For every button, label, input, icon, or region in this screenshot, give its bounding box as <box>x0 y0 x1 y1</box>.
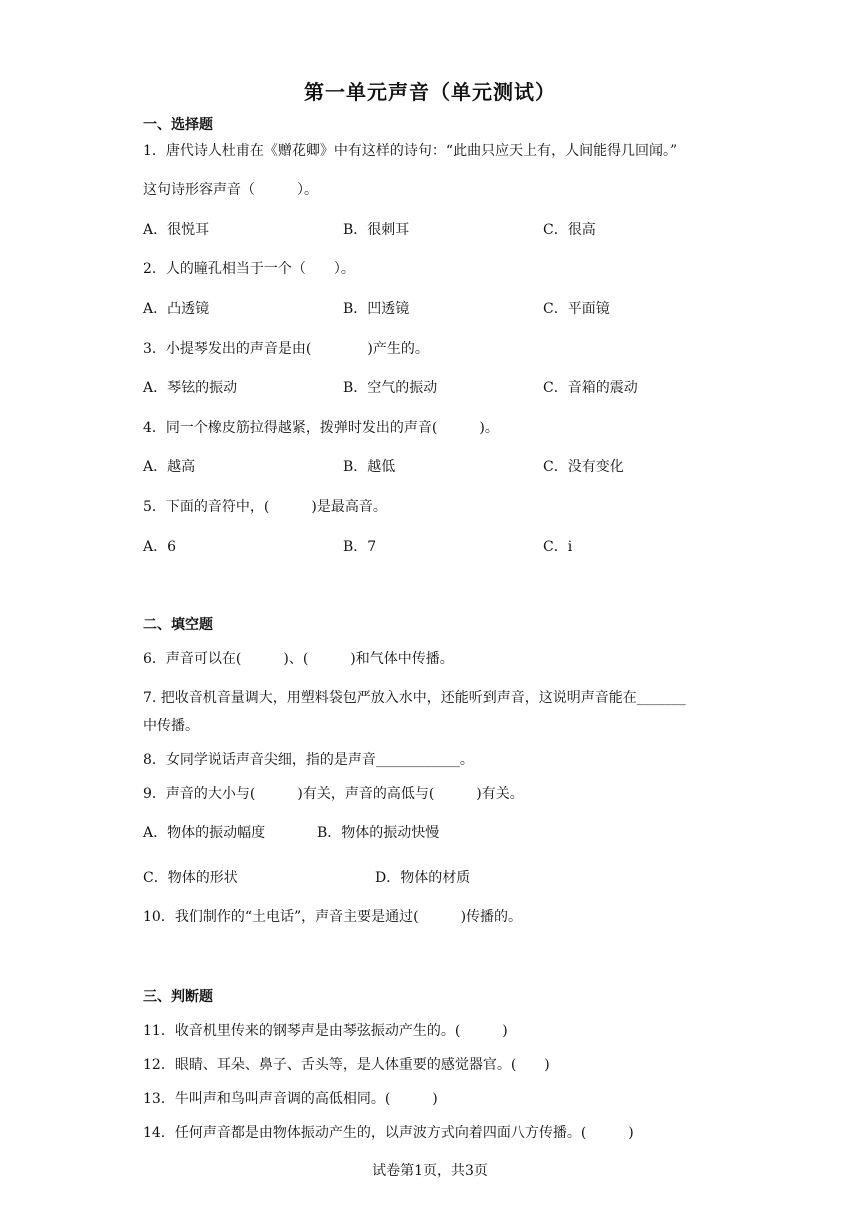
question-2: 2．人的瞳孔相当于一个（ ）。 <box>143 261 355 277</box>
question-6: 6．声音可以在( )、( )和气体中传播。 <box>143 651 454 667</box>
q2-option-b: B．凹透镜 <box>343 301 410 317</box>
section-heading-fill: 二、填空题 <box>143 617 213 633</box>
q9-option-a: A．物体的振动幅度 <box>143 825 266 841</box>
q2-option-a: A．凸透镜 <box>143 301 210 317</box>
q3-option-b: B．空气的振动 <box>343 380 438 396</box>
question-13: 13．牛叫声和鸟叫声音调的高低相同。( ) <box>143 1091 438 1107</box>
section-heading-judge: 三、判断题 <box>143 989 213 1005</box>
question-12: 12．眼睛、耳朵、鼻子、舌头等，是人体重要的感觉器官。( ) <box>143 1057 550 1073</box>
question-7-line2: 中传播。 <box>143 718 199 734</box>
q4-option-a: A．越高 <box>143 459 196 475</box>
page-footer: 试卷第1页，共3页 <box>372 1163 488 1179</box>
question-4: 4．同一个橡皮筋拉得越紧，拨弹时发出的声音( )。 <box>143 420 499 436</box>
question-9: 9．声音的大小与( )有关，声音的高低与( )有关。 <box>143 786 524 802</box>
section-heading-choice: 一、选择题 <box>143 117 213 133</box>
q5-option-b: B．7 <box>343 539 377 555</box>
question-14: 14．任何声音都是由物体振动产生的，以声波方式向着四面八方传播。( ) <box>143 1125 634 1141</box>
q1-option-b: B．很刺耳 <box>343 222 410 238</box>
question-8: 8．女同学说话声音尖细，指的是声音____________。 <box>143 752 474 768</box>
q3-option-c: C．音箱的震动 <box>543 380 638 396</box>
question-10: 10．我们制作的“土电话”，声音主要是通过( )传播的。 <box>143 909 523 925</box>
q1-option-c: C．很高 <box>543 222 596 238</box>
q3-option-a: A．琴铉的振动 <box>143 380 238 396</box>
question-1-line1: 1．唐代诗人杜甫在《赠花卿》中有这样的诗句：“此曲只应天上有，人间能得几回闻。” <box>143 143 678 159</box>
q9-option-c: C．物体的形状 <box>143 870 238 886</box>
q2-option-c: C．平面镜 <box>543 301 610 317</box>
q9-option-b: B．物体的振动快慢 <box>317 825 440 841</box>
question-11: 11．收音机里传来的钢琴声是由琴弦振动产生的。( ) <box>143 1023 508 1039</box>
q4-option-c: C．没有变化 <box>543 459 624 475</box>
q9-option-d: D．物体的材质 <box>375 870 471 886</box>
page-title: 第一单元声音（单元测试） <box>304 80 556 104</box>
question-3: 3．小提琴发出的声音是由( )产生的。 <box>143 341 429 357</box>
question-7-line1: 7. 把收音机音量调大，用塑料袋包严放入水中，还能听到声音，这说明声音能在_______ <box>143 690 686 706</box>
q5-option-c: C．i <box>543 539 573 555</box>
question-1-line2: 这句诗形容声音（ ）。 <box>143 182 318 198</box>
q1-option-a: A．很悦耳 <box>143 222 210 238</box>
q5-option-a: A．6 <box>143 539 177 555</box>
question-5: 5．下面的音符中，( )是最高音。 <box>143 499 387 515</box>
q4-option-b: B．越低 <box>343 459 396 475</box>
